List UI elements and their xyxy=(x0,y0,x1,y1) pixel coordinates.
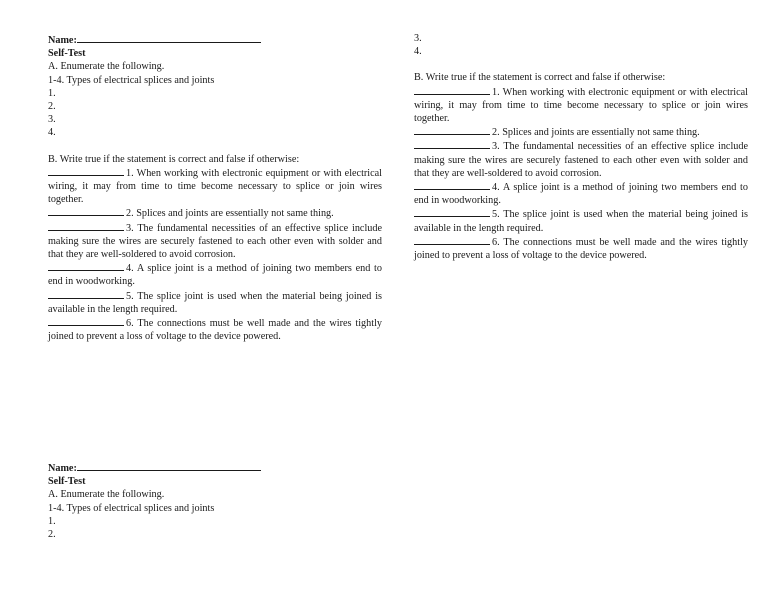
worksheet-copy-1 xyxy=(48,32,382,343)
enum-item-4: 4. xyxy=(414,46,422,58)
part-a-topic: 1-4. Types of electrical splices and joints xyxy=(48,74,215,86)
answer-blank xyxy=(414,139,490,149)
answer-blank xyxy=(48,316,124,326)
statement-4: 4. A splice joint is a method of joining two members end to end in woodworking. xyxy=(414,182,748,207)
statement-2: 2. Splices and joints are essentially not same thing. xyxy=(414,125,748,139)
name-field: Name: xyxy=(48,460,382,475)
part-a-instruction: A. Enumerate the following. xyxy=(48,61,165,73)
answer-blank xyxy=(48,261,124,271)
answer-blank xyxy=(414,235,490,245)
answer-blank xyxy=(414,85,490,95)
part-b-instruction: B. Write true if the statement is correct and false if otherwise: xyxy=(48,153,300,165)
answer-blank xyxy=(48,289,124,299)
statement-1: 1. When working with electronic equipment or with electrical wiring, it may from time to time become necessary to splice or join wires together. xyxy=(414,86,748,125)
name-field: Name: xyxy=(48,32,382,47)
worksheet-copy-3 xyxy=(48,460,382,541)
statement-2: 2. Splices and joints are essentially not same thing. xyxy=(48,206,382,220)
self-test-heading: Self-Test xyxy=(48,48,86,60)
statement-5: 5. The splice joint is used when the material being joined is available in the length required. xyxy=(414,209,748,234)
enum-item-3: 3. xyxy=(48,114,56,126)
name-blank xyxy=(77,32,261,43)
statement-3: 3. The fundamental necessities of an effective splice include making sure the wires are securely fastened to each other even with solder and that they are well-soldered to avoid corrosion. xyxy=(48,222,382,261)
enum-item-1: 1. xyxy=(48,87,56,99)
answer-blank xyxy=(414,207,490,217)
part-b-instruction: B. Write true if the statement is correct and false if otherwise: xyxy=(414,72,666,84)
answer-blank xyxy=(414,180,490,190)
enum-item-2: 2. xyxy=(48,101,56,113)
statement-6: 6. The connections must be well made and the wires tightly joined to prevent a loss of voltage to the device powered. xyxy=(48,318,382,343)
answer-blank xyxy=(48,166,124,176)
enum-item-1: 1. xyxy=(48,515,56,527)
enum-item-3: 3. xyxy=(414,33,422,44)
statement-1: 1. When working with electronic equipment or with electrical wiring, it may from time to time become necessary to splice or join wires together. xyxy=(48,167,382,206)
statement-5: 5. The splice joint is used when the material being joined is available in the length required. xyxy=(48,290,382,315)
self-test-heading: Self-Test xyxy=(48,476,86,488)
enum-item-2: 2. xyxy=(48,529,56,541)
statement-6: 6. The connections must be well made and the wires tightly joined to prevent a loss of voltage to the device powered. xyxy=(414,236,748,262)
statement-3: 3. The fundamental necessities of an effective splice include making sure the wires are securely fastened to each other even with solder and that they are well-soldered to avoid corrosion. xyxy=(414,141,748,179)
enum-item-4: 4. xyxy=(48,127,56,139)
worksheet-copy-2 xyxy=(414,32,748,262)
part-a-instruction: A. Enumerate the following. xyxy=(48,489,165,501)
part-a-topic: 1-4. Types of electrical splices and joints xyxy=(48,502,215,514)
answer-blank xyxy=(48,206,124,216)
name-blank xyxy=(77,460,261,471)
statement-4: 4. A splice joint is a method of joining two members end to end in woodworking. xyxy=(48,263,382,288)
answer-blank xyxy=(414,125,490,135)
answer-blank xyxy=(48,221,124,231)
